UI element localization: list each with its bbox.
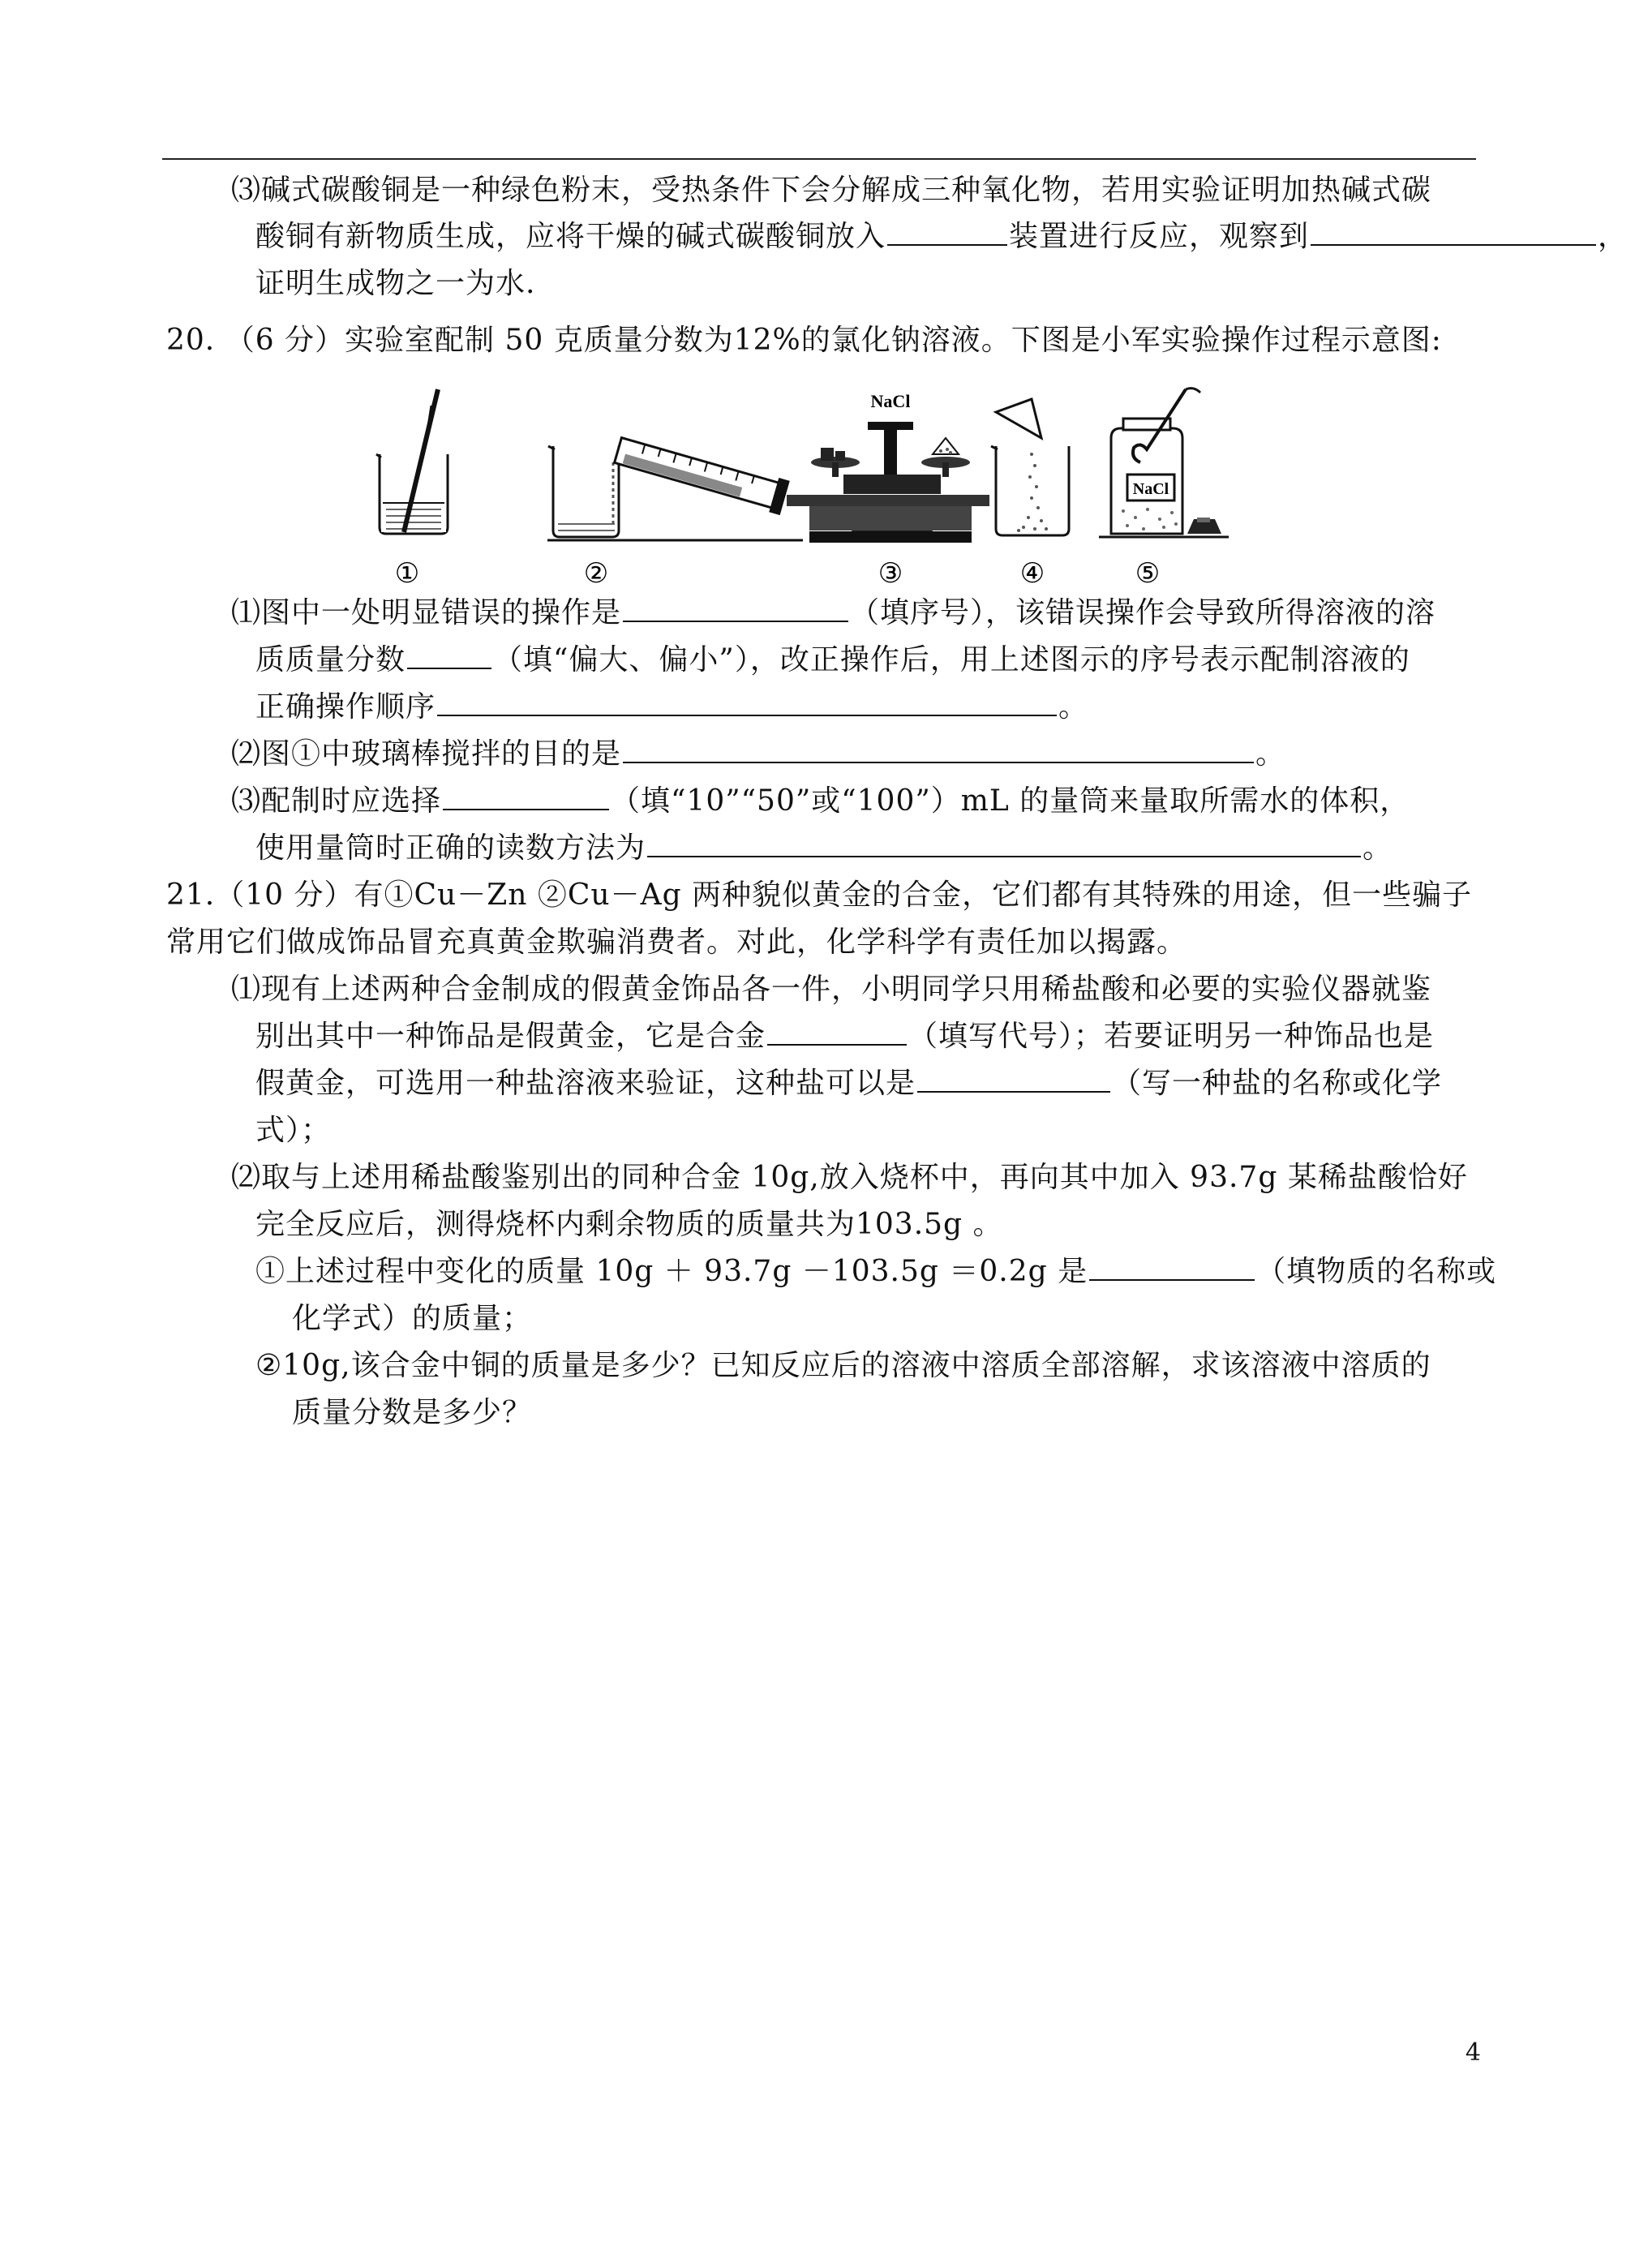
q20-p3-line1: ⑶配制时应选择 （填“10”“50”或“100”）mL 的量筒来量取所需水的体积， [231,779,1410,824]
q21-p1-line2: 别出其中一种饰品是假黄金，它是合金 （填写代号）；若要证明另一种饰品也是 [255,1014,1434,1059]
q20-p1-line1: ⑴图中一处明显错误的操作是 （填序号），该错误操作会导致所得溶液的溶 [231,591,1435,636]
experiment-figure [365,381,1298,592]
q19-p3-line2: 酸铜有新物质生成，应将干燥的碱式碳酸铜放入 装置进行反应，观察到 ， [255,214,1628,260]
header-rule [162,158,1476,160]
q21-s1-line2: 化学式）的质量； [292,1302,533,1335]
answer-blank[interactable] [1311,217,1596,246]
figure-label-2: ② [583,557,609,590]
answer-blank[interactable] [623,734,1254,763]
bottle-label: NaCl [1132,480,1169,498]
pouring-solid-diagram [991,399,1069,590]
answer-blank[interactable] [407,640,491,669]
nacl-label: NaCl [870,391,911,411]
answer-blank[interactable] [443,781,609,810]
q19-p3-line1: ⑶碱式碳酸铜是一种绿色粉末，受热条件下会分解成三种氧化物，若用实验证明加热碱式碳 [231,174,1432,207]
answer-blank[interactable] [767,1016,907,1046]
q20-p1-line2: 质质量分数 （填“偏大、偏小”），改正操作后，用上述图示的序号表示配制溶液的 [255,638,1410,683]
q21-s2-line1: ②10g,该合金中铜的质量是多少？已知反应后的溶液中溶质全部溶解，求该溶液中溶质的 [255,1349,1431,1382]
q21-p1-line1: ⑴现有上述两种合金制成的假黄金饰品各一件，小明同学只用稀盐酸和必要的实验仪器就鉴 [231,973,1432,1006]
figure-label-4: ④ [1019,557,1045,590]
answer-blank[interactable] [1089,1252,1255,1281]
answer-blank[interactable] [887,217,1007,246]
q21-s2-line2: 质量分数是多少？ [292,1396,533,1429]
q20-p1-line3: 正确操作顺序 。 [255,685,1088,730]
page-number: 4 [1465,2038,1481,2067]
answer-blank[interactable] [917,1063,1110,1093]
answer-blank[interactable] [437,687,1057,716]
figure-label-5: ⑤ [1135,557,1161,590]
pouring-water-diagram [547,433,803,590]
balance-diagram [787,391,989,590]
q20-p3-line2: 使用量筒时正确的读数方法为 。 [255,826,1393,871]
answer-blank[interactable] [647,828,1361,857]
reagent-bottle-diagram [1099,389,1229,590]
figure-label-1: ① [394,557,420,590]
answer-blank[interactable] [623,593,848,622]
beaker-stirring-diagram [376,389,448,590]
q20-p2-line1: ⑵图①中玻璃棒搅拌的目的是 。 [231,732,1285,777]
q19-p3-line3: 证明生成物之一为水. [255,267,536,300]
q21-s1-line1: ①上述过程中变化的质量 10g ＋ 93.7g －103.5g ＝0.2g 是 （填物质的名称或 [255,1249,1496,1295]
q21-heading-line2: 常用它们做成饰品冒充真黄金欺骗消费者。对此，化学科学有责任加以揭露。 [166,926,1187,959]
q21-p2-line1: ⑵取与上述用稀盐酸鉴别出的同种合金 10g,放入烧杯中，再向其中加入 93.7g 某稀盐酸恰好 [231,1161,1468,1194]
q20-heading: 20. （6 分）实验室配制 50 克质量分数为12%的氯化钠溶液。下图是小军实验操作过程示意图: [166,324,1442,357]
q21-p1-line4: 式）； [255,1114,332,1147]
q21-heading-line1: 21.（10 分）有①Cu－Zn ②Cu－Ag 两种貌似黄金的合金，它们都有其特殊的用途，但一些骗子 [166,878,1473,912]
figure-label-3: ③ [878,557,903,590]
q21-p1-line3: 假黄金，可选用一种盐溶液来验证，这种盐可以是 （写一种盐的名称或化学 [255,1061,1442,1106]
q21-p2-line2: 完全反应后，测得烧杯内剩余物质的质量共为103.5g 。 [255,1208,1003,1241]
